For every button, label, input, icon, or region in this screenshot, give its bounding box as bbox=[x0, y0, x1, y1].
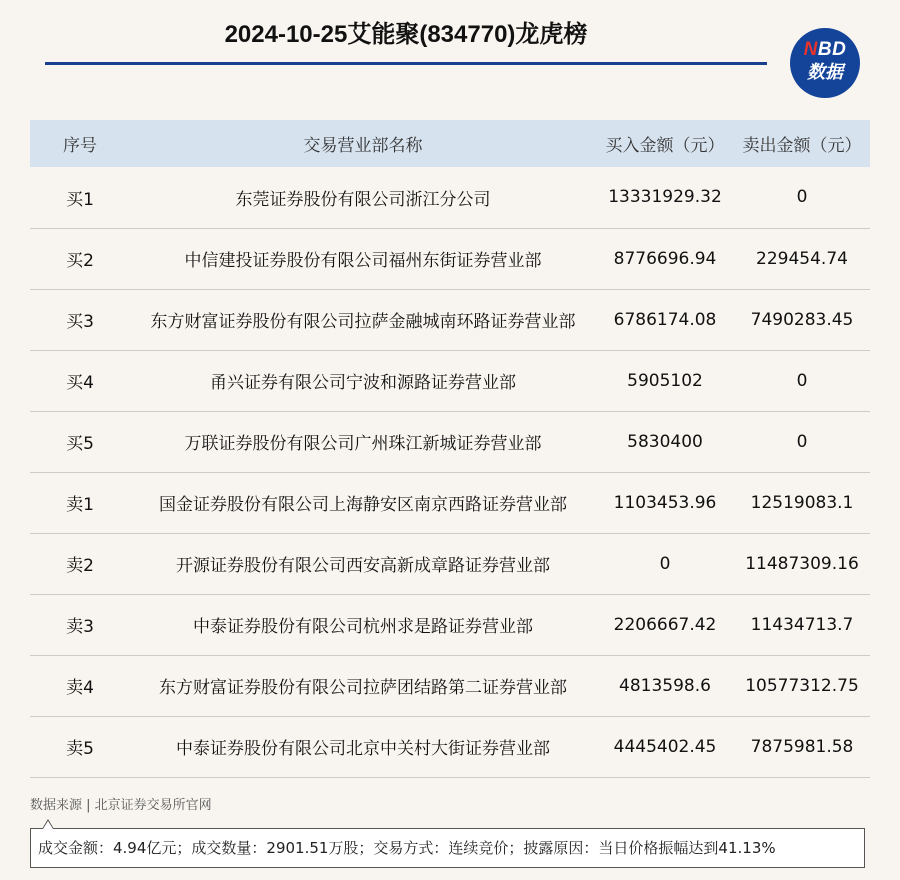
row-broker-name: 中泰证券股份有限公司北京中关村大街证券营业部 bbox=[176, 739, 550, 759]
table-row bbox=[30, 533, 870, 594]
row-broker-name: 国金证券股份有限公司上海静安区南京西路证券营业部 bbox=[159, 495, 567, 515]
row-seq: 买2 bbox=[66, 251, 94, 271]
row-broker-name: 东方财富证券股份有限公司拉萨金融城南环路证券营业部 bbox=[150, 312, 576, 332]
title-underline bbox=[45, 62, 767, 65]
row-buy-amount: 2206667.42 bbox=[613, 614, 717, 635]
row-sell-amount: 12519083.1 bbox=[750, 492, 854, 513]
row-buy-amount: 4813598.6 bbox=[619, 675, 711, 696]
logo-subtitle: 数据 bbox=[807, 62, 843, 82]
row-seq: 买3 bbox=[66, 312, 94, 332]
row-sell-amount: 11434713.7 bbox=[750, 614, 854, 635]
data-source: 数据来源 | 北京证券交易所官网 bbox=[30, 798, 212, 813]
row-buy-amount: 5830400 bbox=[627, 431, 703, 452]
dragon-tiger-table bbox=[30, 120, 870, 778]
column-header-seq: 序号 bbox=[63, 136, 97, 156]
row-broker-name: 开源证券股份有限公司西安高新成章路证券营业部 bbox=[176, 556, 550, 576]
row-broker-name: 万联证券股份有限公司广州珠江新城证券营业部 bbox=[184, 434, 542, 454]
row-broker-name: 东方财富证券股份有限公司拉萨团结路第二证券营业部 bbox=[159, 678, 567, 698]
table-row bbox=[30, 289, 870, 350]
row-sell-amount: 11487309.16 bbox=[745, 553, 859, 574]
table-row bbox=[30, 228, 870, 289]
row-buy-amount: 6786174.08 bbox=[613, 309, 717, 330]
column-header-buy: 买入金额（元） bbox=[605, 136, 725, 156]
row-buy-amount: 13331929.32 bbox=[608, 187, 722, 208]
column-header-name: 交易营业部名称 bbox=[303, 136, 423, 156]
table-row bbox=[30, 411, 870, 472]
note-caret-fill bbox=[43, 821, 53, 829]
row-seq: 买4 bbox=[66, 373, 94, 393]
row-broker-name: 东莞证券股份有限公司浙江分公司 bbox=[235, 189, 491, 210]
table-row bbox=[30, 472, 870, 533]
table-row bbox=[30, 655, 870, 716]
row-sell-amount: 7875981.58 bbox=[750, 736, 854, 757]
row-seq: 卖2 bbox=[66, 556, 94, 576]
column-header-sell: 卖出金额（元） bbox=[742, 136, 862, 156]
row-broker-name: 中泰证券股份有限公司杭州求是路证券营业部 bbox=[193, 617, 533, 637]
table-row bbox=[30, 716, 870, 777]
row-seq: 卖1 bbox=[66, 495, 94, 515]
table-header-row bbox=[30, 120, 870, 167]
row-buy-amount: 4445402.45 bbox=[613, 736, 717, 757]
row-buy-amount: 8776696.94 bbox=[613, 248, 717, 269]
row-buy-amount: 0 bbox=[659, 553, 671, 574]
trade-summary-note: 成交金额：4.94亿元；成交数量：2901.51万股；交易方式：连续竞价；披露原因：当日价格振幅达到41.13% bbox=[30, 828, 865, 868]
row-sell-amount: 0 bbox=[796, 431, 808, 452]
nbd-logo bbox=[790, 28, 860, 98]
row-buy-amount: 1103453.96 bbox=[613, 492, 717, 513]
row-sell-amount: 10577312.75 bbox=[745, 675, 859, 696]
table-row bbox=[30, 167, 870, 228]
row-buy-amount: 5905102 bbox=[627, 370, 703, 391]
row-seq: 卖4 bbox=[66, 678, 94, 698]
row-sell-amount: 7490283.45 bbox=[750, 309, 854, 330]
page-title: 2024-10-25艾能聚(834770)龙虎榜 bbox=[224, 21, 588, 48]
table-row bbox=[30, 594, 870, 655]
row-seq: 买1 bbox=[66, 189, 94, 210]
row-seq: 买5 bbox=[66, 434, 94, 454]
row-sell-amount: 0 bbox=[796, 187, 808, 208]
table-row bbox=[30, 350, 870, 411]
row-sell-amount: 0 bbox=[796, 370, 808, 391]
row-sell-amount: 229454.74 bbox=[756, 248, 848, 269]
row-broker-name: 中信建投证券股份有限公司福州东街证券营业部 bbox=[184, 251, 542, 271]
logo-wordmark: NBD bbox=[803, 39, 847, 60]
row-seq: 卖5 bbox=[66, 739, 94, 759]
row-seq: 卖3 bbox=[66, 617, 94, 637]
row-broker-name: 甬兴证券有限公司宁波和源路证券营业部 bbox=[210, 373, 516, 393]
